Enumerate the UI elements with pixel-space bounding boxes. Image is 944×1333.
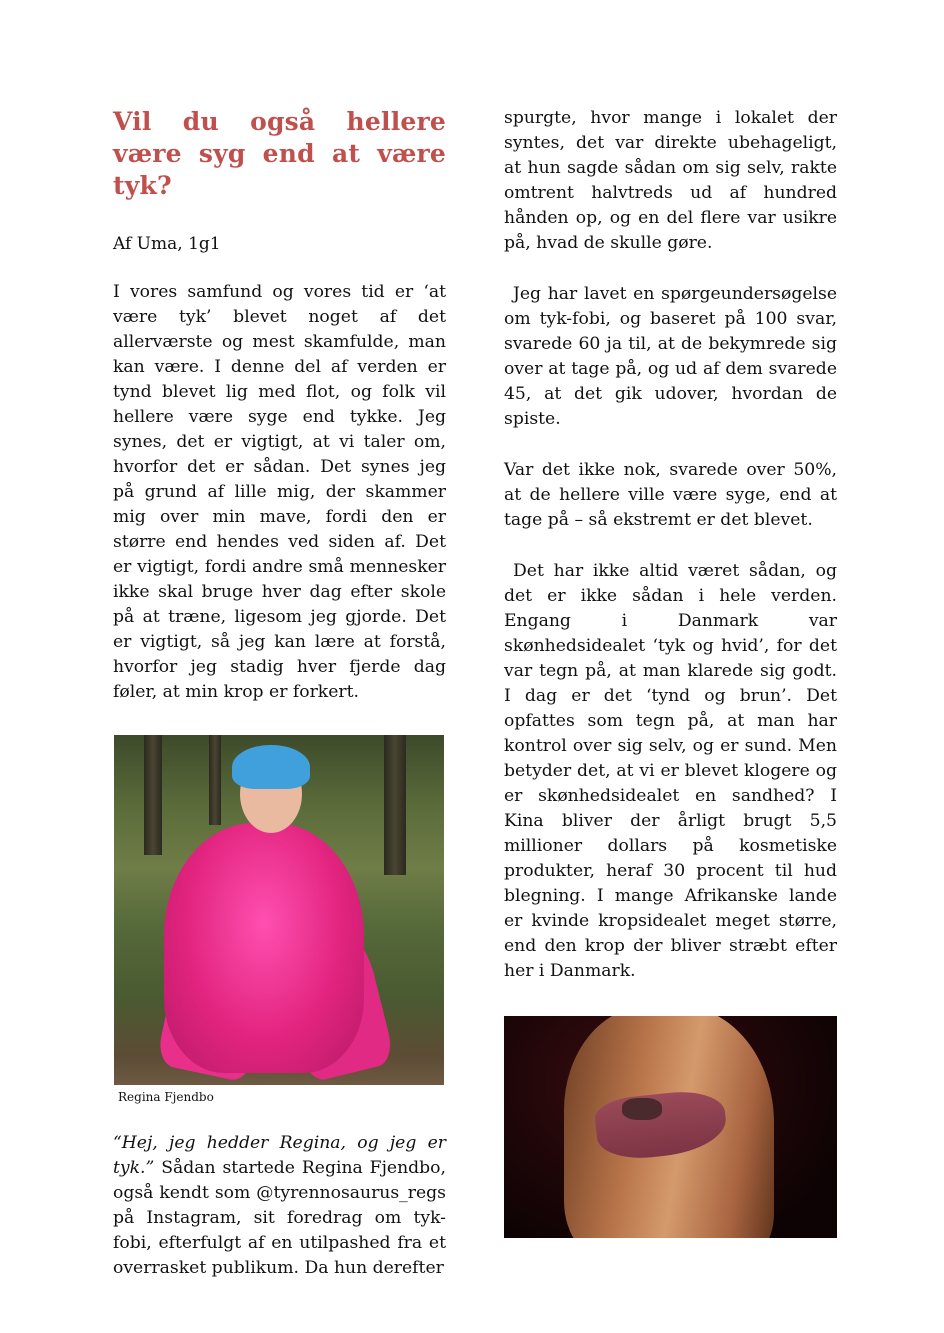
article-byline: Af Uma, 1g1: [113, 234, 221, 254]
figure-body: [164, 823, 364, 1073]
tree-trunk: [209, 735, 221, 825]
right-column: [504, 106, 837, 1238]
tree-trunk: [384, 735, 406, 875]
model-brooch: [622, 1098, 662, 1120]
article-title: Vil du også hellere være syg end at være tyk?: [113, 107, 446, 200]
model-photo: [504, 1016, 837, 1238]
paragraph-survey: Jeg har lavet en spørgeundersøgelse om tyk-fobi, og baseret på 100 svar, svarede 60 ja til, at de bekymrede sig over at tage på, og ud af dem svarede 45, at det gik udover, hvordan de spiste.: [504, 284, 837, 429]
paragraph-continued: spurgte, hvor mange i lokalet der syntes, det var direkte ubehageligt, at hun sagde sådan om sig selv, rakte omtrent halvtreds ud af hundred hånden op, og en del flere var usikre på, hvad de skulle gøre.: [504, 108, 837, 253]
photo-caption: Regina Fjendbo: [118, 1090, 214, 1104]
regina-fjendbo-photo: [114, 735, 444, 1085]
paragraph-survey-result: Var det ikke nok, svarede over 50%, at de hellere ville være syge, end at tage på – så ekstremt er det blevet.: [504, 460, 837, 530]
figure-hair: [232, 745, 310, 789]
paragraph-ideals: Det har ikke altid været sådan, og det er ikke sådan i hele verden. Engang i Danmark var skønhedsidealet ‘tyk og hvid’, for det var tegn på, at man klarede sig godt. I dag er det ‘tynd og brun’. Det opfattes som tegn på, at man har kontrol over sig selv, og er sund. Men betyder det, at vi er blevet klogere og er skønhedsidealet en sandhed? I Kina bliver der årligt brugt 5,5 millioner dollars på kosmetiske produkter, heraf 30 procent til hud blegning. I mange Afrikanske lande er kvinde kropsidealet meget større, end den krop der bliver stræbt efter her i Danmark.: [504, 561, 837, 981]
tree-trunk: [144, 735, 162, 855]
paragraph-intro: I vores samfund og vores tid er ‘at være tyk’ blevet noget af det allerværste og mest skamfulde, man kan være. I denne del af verden er tynd blevet lig med flot, og folk vil hellere være syge end tykke. Jeg synes, det er vigtigt, at vi taler om, hvorfor det er sådan. Det synes jeg på grund af lille mig, der skammer mig over min mave, fordi den er større end hendes ved siden af. Det er vigtigt, fordi andre små mennesker ikke skal bruge hver dag efter skole på at træne, ligesom jeg gjorde. Det er vigtigt, så jeg kan lære at forstå, hvorfor jeg stadig hver fjerde dag føler, at min krop er forkert.: [113, 282, 446, 702]
paragraph-quote-continuation: Sådan startede Regina Fjendbo, også kendt som @tyrennosaurus_regs på Instagram, sit foredrag om tyk-fobi, efterfulgt af en utilpashed fra et overrasket publikum. Da hun derefter: [113, 1158, 446, 1278]
quote-text: “Hej, jeg hedder Regina, og jeg er tyk.”: [113, 1133, 446, 1178]
paragraph-quote: [113, 1131, 446, 1281]
left-column: [113, 106, 446, 1281]
